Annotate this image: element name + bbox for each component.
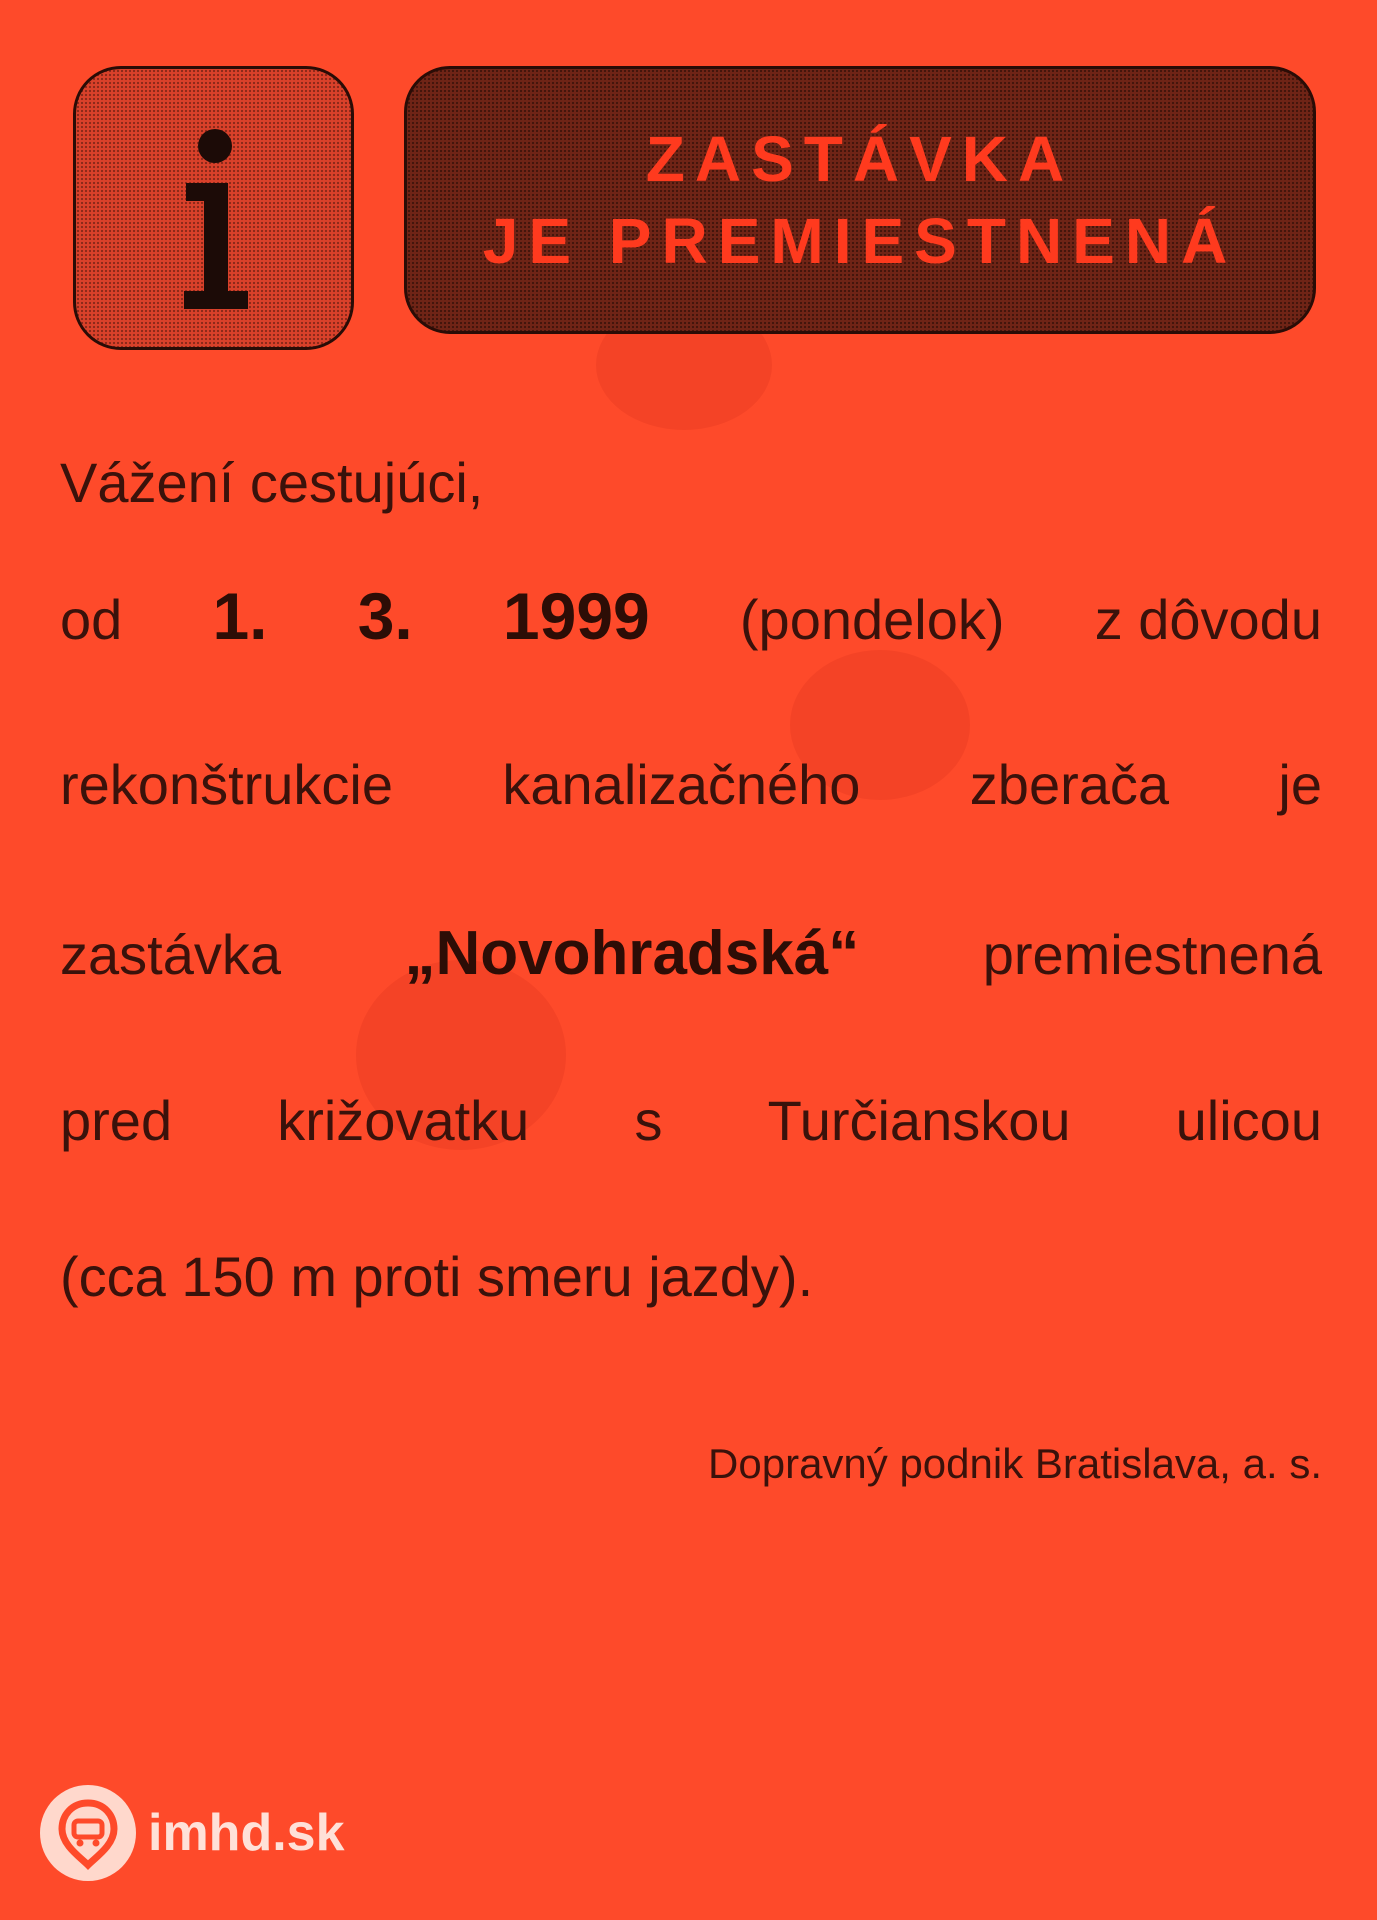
notice-line-3	[60, 918, 1322, 989]
greeting: Vážení cestujúci,	[60, 451, 484, 514]
info-icon-stem	[180, 179, 252, 309]
title-line-2: JE PREMIESTNENÁ	[482, 205, 1238, 277]
bus-icon	[40, 1785, 136, 1881]
word: zberača	[969, 753, 1170, 816]
word: Turčianskou	[767, 1089, 1071, 1152]
word: z dôvodu	[1094, 588, 1322, 651]
notice-line-2	[60, 752, 1322, 817]
imhd-logo	[40, 1785, 345, 1881]
word: premiestnená	[982, 923, 1322, 986]
stop-name: „Novohradská“	[404, 919, 860, 988]
notice-line-4	[60, 1088, 1322, 1153]
title-line-1: ZASTÁVKA	[645, 123, 1075, 195]
word: križovatku	[277, 1089, 530, 1152]
info-icon	[73, 66, 354, 350]
date-year: 1999	[502, 579, 650, 653]
logo-text: imhd.sk	[148, 1804, 345, 1862]
word: s	[634, 1089, 663, 1152]
word: zastávka	[60, 923, 281, 986]
word: od	[60, 588, 123, 651]
weekday: (pondelok)	[739, 588, 1005, 651]
word: pred	[60, 1089, 173, 1152]
word: kanalizačného	[502, 753, 861, 816]
notice-line-5: (cca 150 m proti smeru jazdy).	[60, 1245, 814, 1308]
imhd-logo-icon	[40, 1785, 136, 1881]
title-banner	[404, 66, 1316, 334]
word: ulicou	[1175, 1089, 1322, 1152]
info-icon-dot	[198, 129, 232, 163]
date-day: 1.	[212, 579, 268, 653]
word: je	[1278, 753, 1322, 816]
date-month: 3.	[357, 579, 413, 653]
word: rekonštrukcie	[60, 753, 394, 816]
notice-line-1	[60, 578, 1322, 654]
signature: Dopravný podnik Bratislava, a. s.	[708, 1440, 1322, 1487]
